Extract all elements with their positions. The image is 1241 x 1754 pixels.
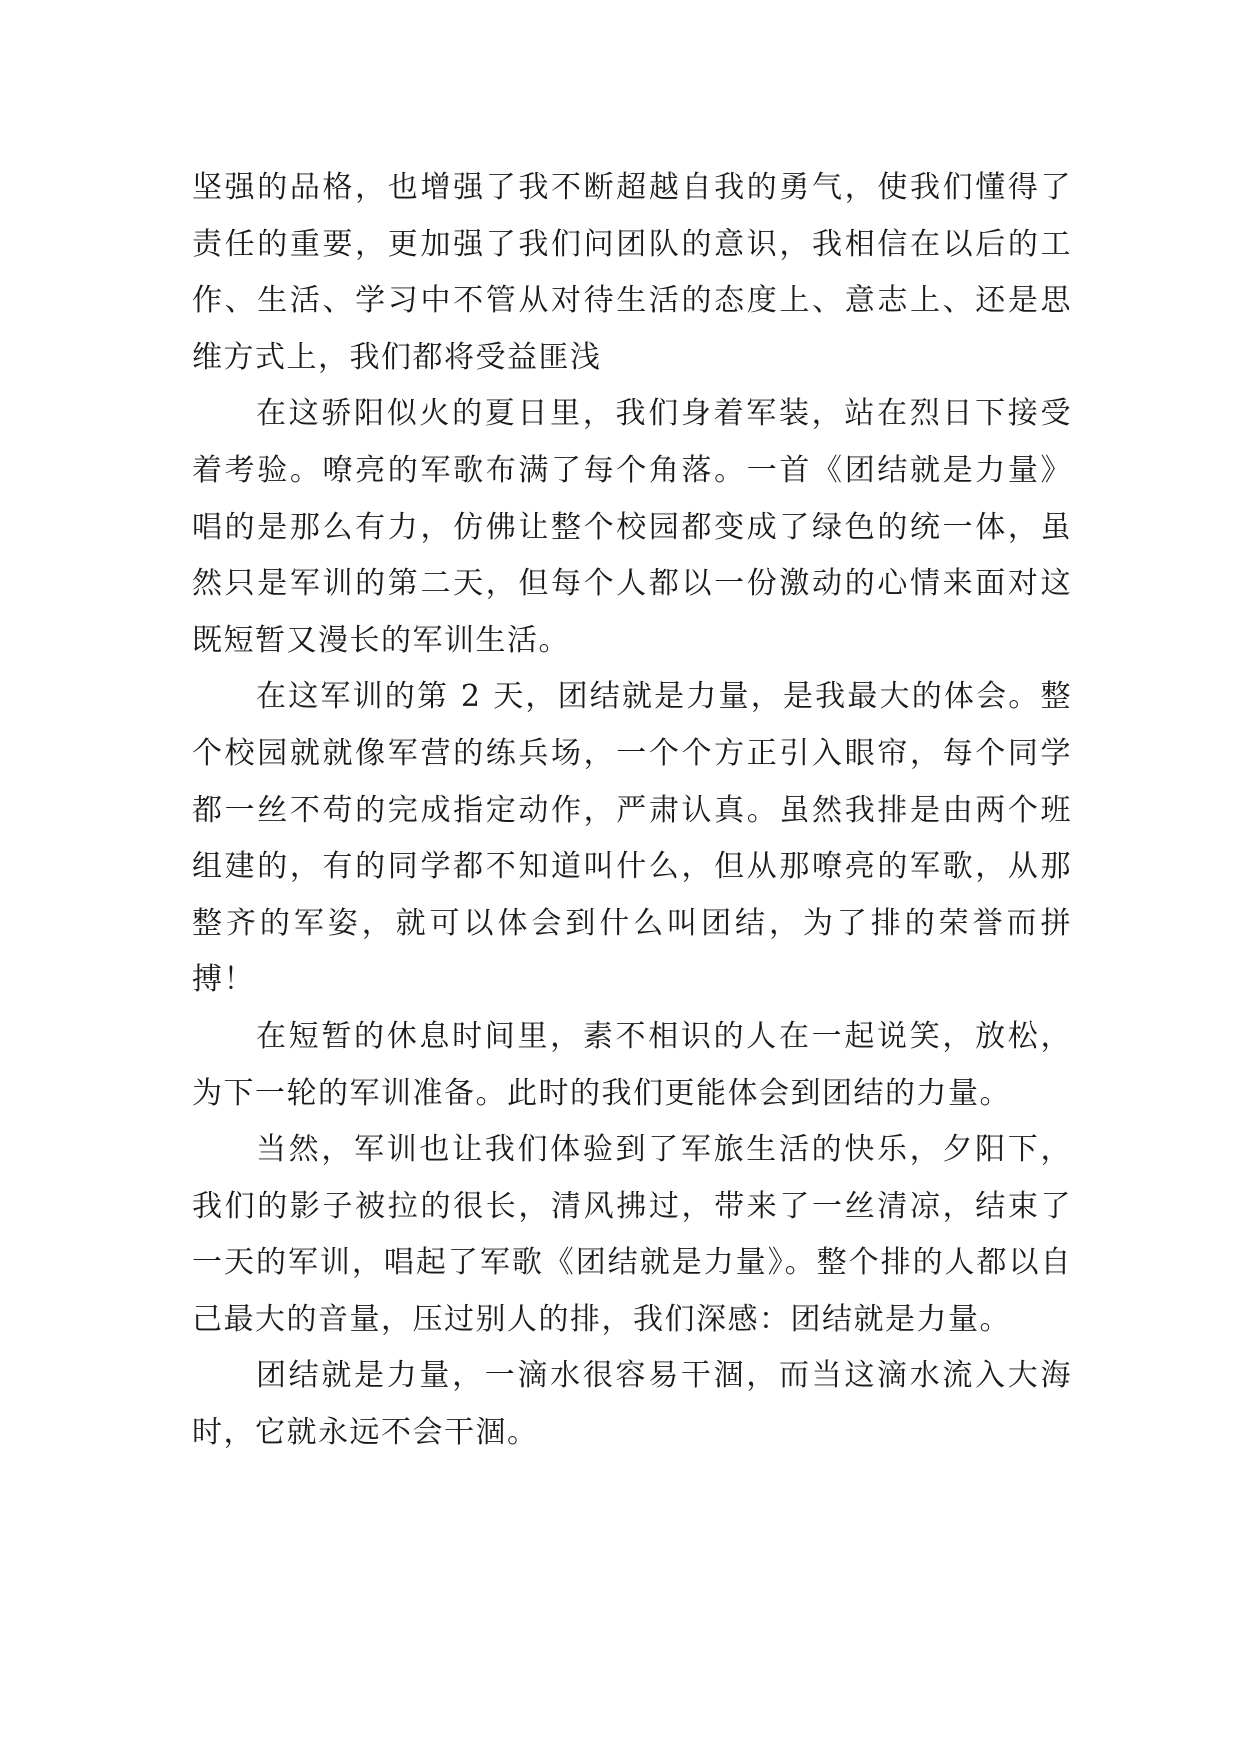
paragraph-day-two: 在这军训的第 2 天，团结就是力量，是我最大的体会。整个校园就就像军营的练兵场，一个个方正引入眼帘，每个同学都一丝不苟的完成指定动作，严肃认真。虽然我排是由两个班组建的，有的同学都不知道叫什么，但从那嘹亮的军歌，从那整齐的军姿，就可以体会到什么叫团结，为了排的荣誉而拼搏！ <box>192 679 1072 998</box>
paragraph-summer-training: 在这骄阳似火的夏日里，我们身着军装，站在烈日下接受着考验。嘹亮的军歌布满了每个角落。一首《团结就是力量》唱的是那么有力，仿佛让整个校园都变成了绿色的统一体，虽然只是军训的第二天，但每个人都以一份激动的心情来面对这既短暂又漫长的军训生活。 <box>192 396 1072 658</box>
paragraph-continued: 坚强的品格，也增强了我不断超越自我的勇气，使我们懂得了责任的重要，更加强了我们问团队的意识，我相信在以后的工作、生活、学习中不管从对待生活的态度上、意志上、还是思维方式上，我们都将受益匪浅 <box>192 170 1072 375</box>
document-body <box>192 160 1072 1462</box>
paragraph-conclusion: 团结就是力量，一滴水很容易干涸，而当这滴水流入大海时，它就永远不会干涸。 <box>192 1358 1072 1451</box>
paragraph-rest-time: 在短暂的休息时间里，素不相识的人在一起说笑，放松，为下一轮的军训准备。此时的我们更能体会到团结的力量。 <box>192 1018 1072 1111</box>
paragraph-sunset: 当然，军训也让我们体验到了军旅生活的快乐，夕阳下，我们的影子被拉的很长，清风拂过，带来了一丝清凉，结束了一天的军训，唱起了军歌《团结就是力量》。整个排的人都以自己最大的音量，压过别人的排，我们深感：团结就是力量。 <box>192 1132 1072 1337</box>
